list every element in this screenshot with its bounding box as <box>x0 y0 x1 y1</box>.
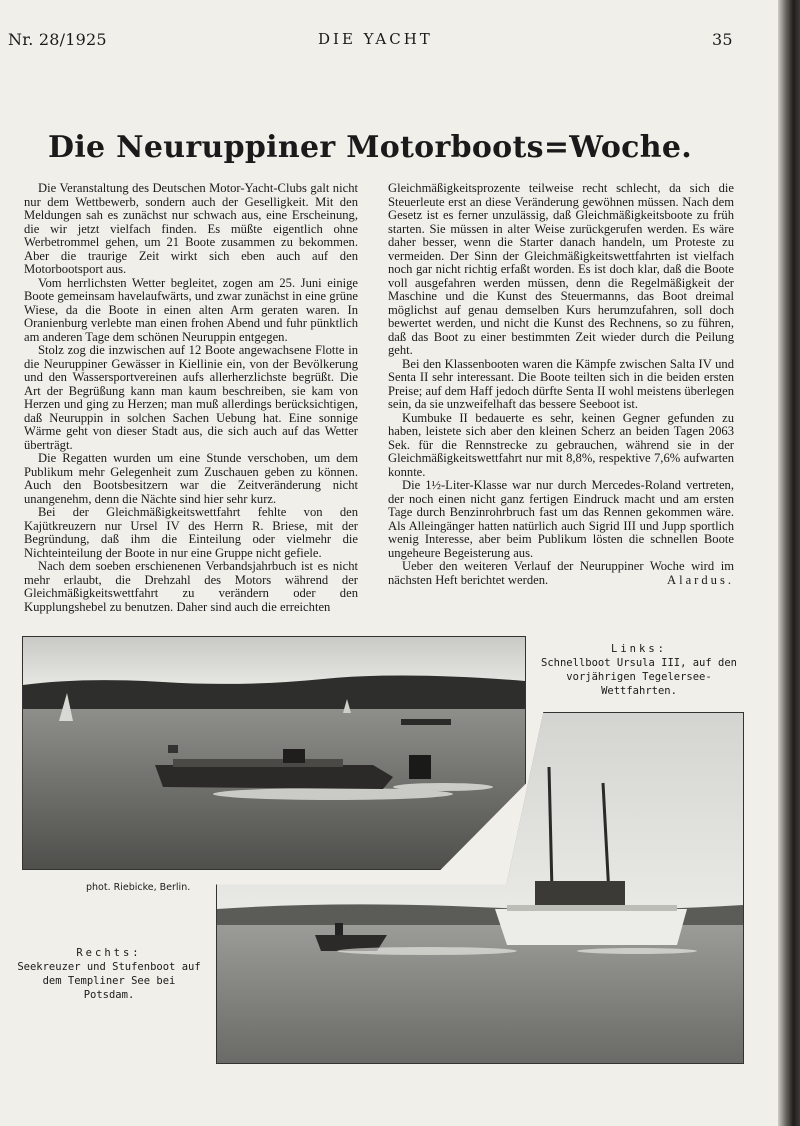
article-title: Die Neuruppiner Motorboots=Woche. <box>48 130 692 165</box>
paragraph: Die Regatten wurden um eine Stunde verschoben, um dem Publikum mehr Gelegenheit zum Zuschauen geben zu können. Auch den Bootsbesitzern war die Zeitveränderung nicht unangenehm, denn die Nächte sind hier sehr kurz. <box>24 451 358 506</box>
paragraph: Vom herrlichsten Wetter begleitet, zogen am 25. Juni einige Boote gemeinsam havelaufwärts, und zwar zunächst in eine grüne Wiese, da die Boote in einen alten Arm geraten waren. In Oranienburg verlebte man einen frohen Abend und fuhr pünktlich am anderen Tage dem schönen Neuruppin entgegen. <box>24 275 358 344</box>
caption-links-head: Links: <box>611 643 667 655</box>
photo-credit: phot. Riebicke, Berlin. <box>86 882 191 893</box>
book-spine <box>778 0 800 1126</box>
caption-links-text: Schnellboot Ursula III, auf den vorjährigen Tegelersee-Wettfahrten. <box>541 657 737 697</box>
caption-right-photo <box>16 946 202 1002</box>
paragraph: Bei der Gleichmäßigkeitswettfahrt fehlte von den Kajütkreuzern nur Ursel IV des Herrn R. Briese, mit der Begründung, daß ihm die Einteilung oder vielmehr die Nichteinteilung der Boote in nur eine Gruppe nicht gefiele. <box>24 505 358 560</box>
paragraph: Die 1½-Liter-Klasse war nur durch Mercedes-Roland vertreten, der noch einen nicht ganz fertigen Eindruck macht und am ersten Tage durch Benzinrohrbruch fast um das Rennen gekommen wäre. Als Alleingänger hatten natürlich auch Sigrid III und Jupp sportlich wenig Interesse, aber beim Publikum lösten die schnellen Boote ungeheure Begeisterung aus. <box>388 478 734 560</box>
paragraph: Gleichmäßigkeitsprozente teilweise recht schlecht, da sich die Steuerleute erst an diese Veränderung gewöhnen müssen. Nach dem Gesetz ist es ferner unzulässig, daß Gleichmäßigkeitsboote zu früh starten. Sie müssen in alter Weise zurückgerufen werden. Es wäre daher besser, wenn die Starter danach handeln, um Proteste zu vermeiden. Der Sinn der Gleichmäßigkeitswettfahrten ist vielfach noch gar nicht richtig erfaßt worden. Es ist doch klar, daß die Boote voll ausgefahren werden müssen, denn die Regelmäßigkeit der Maschine und die Kunst des Steuermanns, das Boot dreimal möglichst auf genau demselben Kurs herumzufahren, soll doch bewertet werden, und nicht die Kunst des Rechnens, so zu führen, daß das Boot zu einer bestimmten Zeit wieder durch die Peilung geht. <box>388 181 734 357</box>
caption-rechts-text: Seekreuzer und Stufenboot auf dem Templiner See bei Potsdam. <box>17 961 201 1001</box>
paragraph: Bei den Klassenbooten waren die Kämpfe zwischen Salta IV und Senta II sehr interessant. Die Boote teilten sich in die beiden ersten Preise; auf dem Haff jedoch dürfte Senta II wohl meistens überlegen sein, da sie unzweifelhaft das bessere Seeboot ist. <box>388 356 734 411</box>
paragraph: Die Veranstaltung des Deutschen Motor-Yacht-Clubs galt nicht nur dem Wettbewerb, sondern auch der Geselligkeit. Mit den Meldungen sah es zunächst nur schwach aus, eine Erscheinung, die wir jetzt vielfach finden. Es müßte eigentlich ohne Werbetrommel gehen, um 21 Boote zusammen zu bekommen. Aber die traurige Zeit wirkt sich eben auch auf den Motorbootsport aus. <box>24 181 358 276</box>
page-number: 35 <box>712 30 733 49</box>
author-signature: Alardus. <box>666 572 734 587</box>
paragraph: Nach dem soeben erschienenen Verbandsjahrbuch ist es nicht mehr erlaubt, die Drehzahl des Motors während der Gleichmäßigkeitswettfahrt zu verändern oder den Kupplungshebel zu benutzen. Daher sind auch die erreichten <box>24 559 358 614</box>
paragraph: Stolz zog die inzwischen auf 12 Boote angewachsene Flotte in die Neuruppiner Gewässer in Kiellinie ein, von der Bevölkerung und den Wassersportvereinen aufs allerherzlichste begrüßt. Die Art der Begrüßung kann man kaum beschreiben, sie kam von Herzen und ging zu Herzen; man muß allerdings berücksichtigen, daß Neuruppin in solchen Sachen Uebung hat. Eine sonnige Wärme geht von dieser Stadt aus, die sich auch auf das Wetter überträgt. <box>24 343 358 452</box>
issue-number: Nr. 28/1925 <box>8 30 107 49</box>
closing-text: Ueber den weiteren Verlauf der Neuruppiner Woche wird im nächsten Heft berichtet werden. <box>388 559 734 587</box>
caption-rechts-head: Rechts: <box>76 947 142 959</box>
column-right <box>388 182 734 587</box>
magazine-name: DIE YACHT <box>318 30 433 48</box>
closing-paragraph <box>388 560 734 587</box>
caption-left-photo <box>540 642 738 698</box>
photo-speedboat <box>22 636 526 870</box>
photo-speedboat-image <box>23 637 525 869</box>
paragraph: Kumbuke II bedauerte es sehr, keinen Gegner gefunden zu haben, leistete sich aber den kleinen Scherz an beiden Tagen 2063 Sek. für die Rennstrecke zu gebrauchen, während sie in der Gleichmäßigkeitswettfahrt nur mit 8,8%, respektive 7,6% aufwarten konnte. <box>388 410 734 479</box>
column-left <box>24 182 358 614</box>
